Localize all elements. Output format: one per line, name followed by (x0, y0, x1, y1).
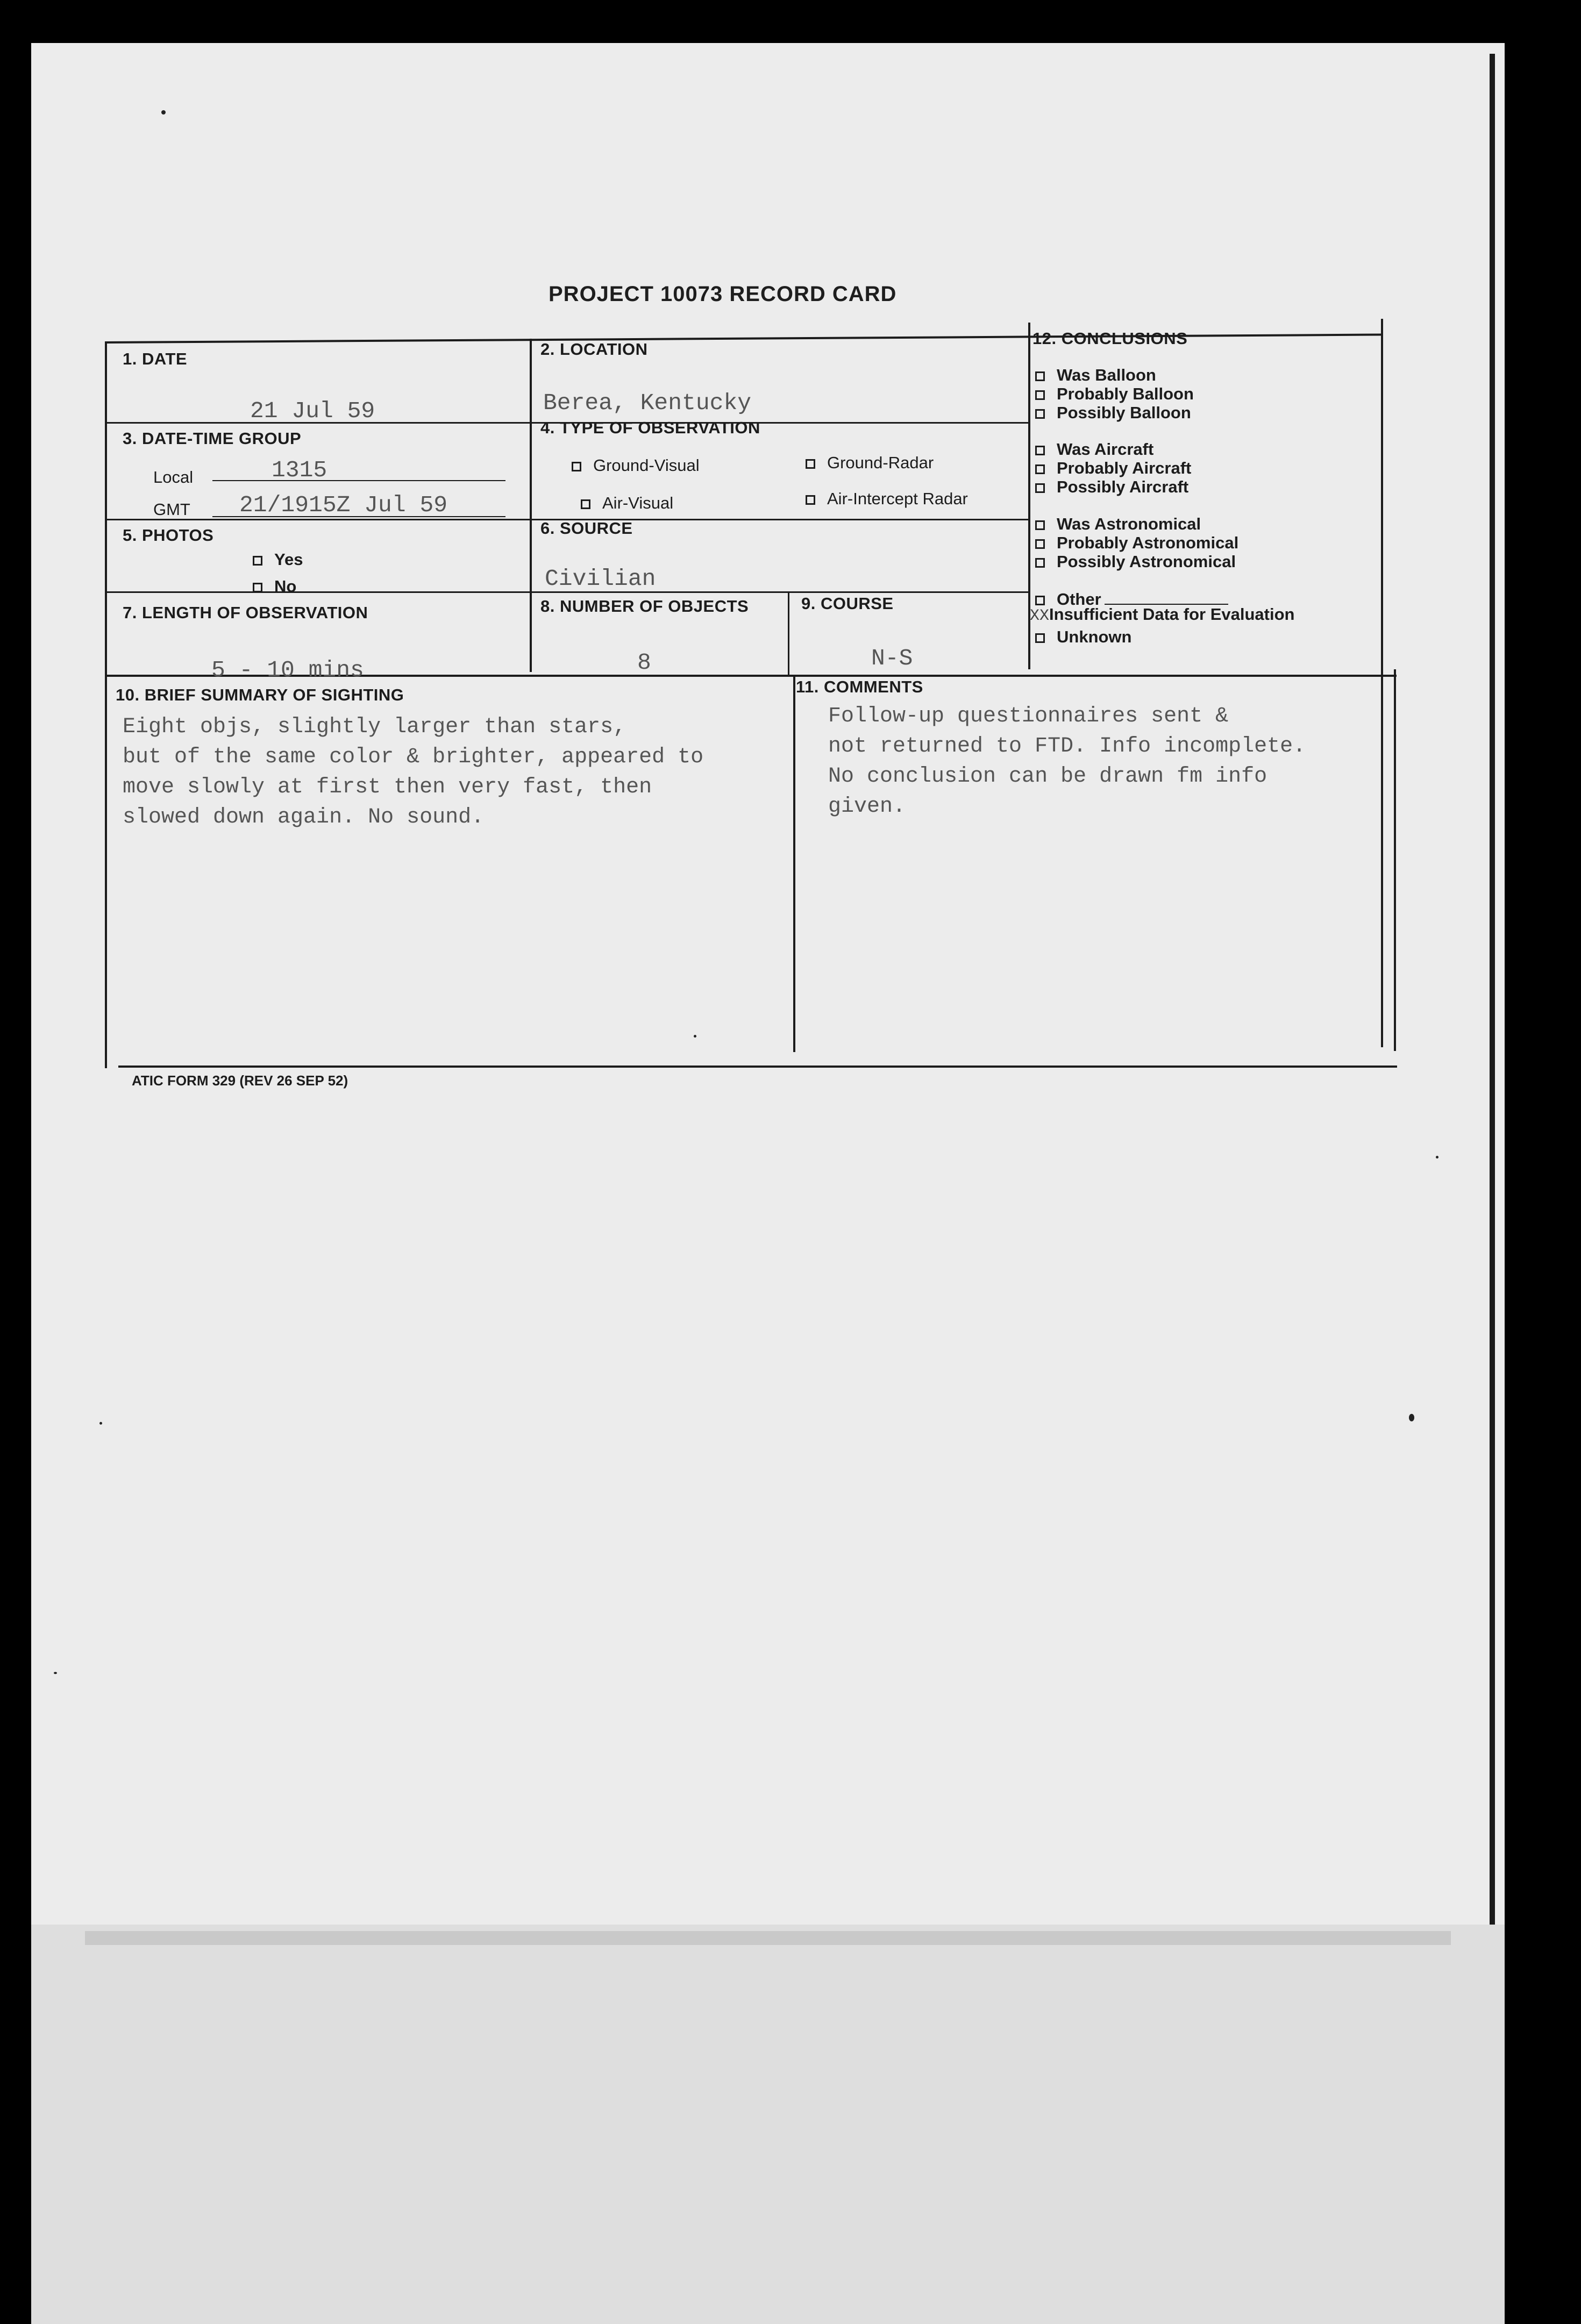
summary-label: 10. BRIEF SUMMARY OF SIGHTING (116, 685, 404, 704)
conclusion-possibly-astronomical[interactable]: Possibly Astronomical (1035, 552, 1236, 571)
objects-label: 8. NUMBER OF OBJECTS (540, 597, 749, 616)
photos-label: 5. PHOTOS (123, 526, 214, 545)
checkbox-icon (1035, 558, 1045, 568)
checked-mark: XX (1030, 607, 1050, 625)
scan-speck (99, 1422, 102, 1425)
air-visual-option[interactable]: Air-Visual (581, 494, 673, 513)
checkbox-icon (253, 583, 262, 592)
date-label: 1. DATE (123, 349, 188, 368)
photos-yes-option[interactable]: Yes (253, 550, 303, 569)
scan-speck (694, 1035, 696, 1038)
checkbox-icon (806, 459, 815, 469)
checkbox-icon (1035, 596, 1045, 605)
course-label: 9. COURSE (801, 594, 894, 613)
location-label: 2. LOCATION (540, 340, 648, 359)
location-value: Berea, Kentucky (543, 390, 752, 416)
checkbox-icon (1035, 539, 1045, 549)
comments-label: 11. COMMENTS (796, 677, 923, 696)
checkbox-icon (1035, 520, 1045, 530)
form-id: ATIC FORM 329 (REV 26 SEP 52) (132, 1072, 348, 1089)
length-value: 5 - 10 mins (211, 657, 364, 683)
course-value: N-S (871, 645, 913, 671)
scan-speck (54, 1672, 57, 1674)
checkbox-icon (572, 462, 581, 471)
checkbox-icon (1035, 409, 1045, 419)
conclusion-probably-astronomical[interactable]: Probably Astronomical (1035, 533, 1238, 553)
source-label: 6. SOURCE (540, 519, 633, 538)
scan-speck (1436, 1156, 1438, 1159)
source-value: Civilian (545, 566, 656, 592)
checkbox-icon (1035, 464, 1045, 474)
conclusions-label: 12. CONCLUSIONS (1032, 329, 1188, 348)
objects-value: 8 (637, 649, 651, 676)
checkbox-icon (581, 499, 590, 509)
checkbox-icon (253, 556, 262, 566)
length-label: 7. LENGTH OF OBSERVATION (123, 603, 368, 622)
conclusion-other[interactable]: Other (1035, 590, 1228, 609)
checkbox-icon (1035, 371, 1045, 381)
card-title: PROJECT 10073 RECORD CARD (549, 282, 897, 306)
checkbox-icon (806, 495, 815, 505)
comments-text: Follow-up questionnaires sent & not returned to FTD. Info incomplete. No conclusion can be drawn fm info given. (828, 704, 1306, 819)
local-label: Local (153, 468, 194, 487)
checkbox-icon (1035, 446, 1045, 455)
scan-speck (161, 110, 166, 115)
date-value: 21 Jul 59 (250, 398, 375, 424)
conclusion-possibly-balloon[interactable]: Possibly Balloon (1035, 403, 1191, 423)
conclusion-possibly-aircraft[interactable]: Possibly Aircraft (1035, 477, 1188, 497)
gmt-value: 21/1915Z Jul 59 (239, 492, 448, 518)
ground-visual-option[interactable]: Ground-Visual (572, 456, 700, 475)
conclusion-was-balloon[interactable]: Was Balloon (1035, 366, 1156, 385)
photos-no-option[interactable]: No (253, 577, 296, 596)
checkbox-icon (1035, 483, 1045, 493)
air-intercept-radar-option[interactable]: Air-Intercept Radar (806, 489, 968, 509)
local-value: 1315 (272, 457, 327, 483)
conclusion-unknown[interactable]: Unknown (1035, 627, 1132, 647)
ground-radar-option[interactable]: Ground-Radar (806, 453, 934, 473)
summary-text: Eight objs, slightly larger than stars, but of the same color & brighter, appeared to move slowly at first then very fast, then slowed down again. No sound. (123, 715, 704, 830)
checkbox-icon (1035, 390, 1045, 400)
conclusion-probably-balloon[interactable]: Probably Balloon (1035, 384, 1194, 404)
date-time-group-label: 3. DATE-TIME GROUP (123, 429, 302, 448)
checkbox-icon (1035, 633, 1045, 643)
gmt-label: GMT (153, 500, 190, 519)
conclusion-was-astronomical[interactable]: Was Astronomical (1035, 514, 1201, 534)
conclusion-insufficient-data[interactable]: XXInsufficient Data for Evaluation (1030, 605, 1295, 625)
type-of-observation-label: 4. TYPE OF OBSERVATION (540, 418, 760, 437)
conclusion-was-aircraft[interactable]: Was Aircraft (1035, 440, 1153, 459)
scan-speck (1409, 1414, 1414, 1421)
conclusion-probably-aircraft[interactable]: Probably Aircraft (1035, 459, 1191, 478)
